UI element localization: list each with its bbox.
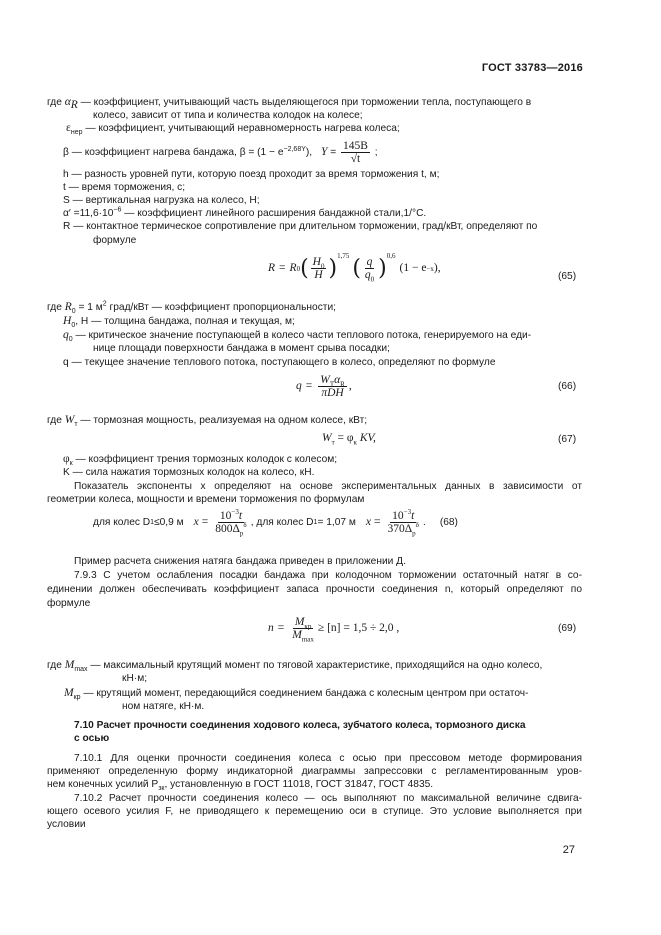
- definition-k: K — сила нажатия тормозных колодок на колесо, кН.: [63, 467, 315, 478]
- definition-h: h — разность уровней пути, которую поезд проходит за время торможения t, м;: [63, 169, 440, 180]
- eq65-lhs: R: [268, 262, 276, 274]
- eq67-lhs: W: [322, 432, 332, 444]
- eq66-alpha-sub: R: [340, 380, 345, 389]
- eq68-num2-t: t: [411, 510, 415, 522]
- wt-text: — тормозная мощность, реализуемая на одном колесе, кВт;: [77, 415, 368, 426]
- alpha-text: — коэффициент, учитывающий часть выделяющегося при торможении тепла, поступающего в: [77, 97, 532, 108]
- eq65-tail-end: ),: [433, 262, 441, 274]
- beta-fraction: [341, 140, 370, 165]
- definition-r0: [47, 301, 336, 314]
- definition-alpha-r-cont: колесо, зависит от типа и количества колодок на колесе;: [93, 110, 363, 121]
- mkr-symbol: M: [64, 687, 74, 699]
- definition-mmax-cont: кН·м;: [122, 673, 148, 684]
- eq68-fraction1: [213, 508, 248, 538]
- definition-q: q — текущее значение теплового потока, поступающего в колесо, определяют по формуле: [63, 357, 496, 368]
- eq67-rhs-sub: к: [353, 438, 357, 447]
- eq68-part1: для колес D: [93, 517, 151, 528]
- r0-symbol: R: [64, 301, 72, 313]
- paragraph-exponent-cont: геометрии колеса, мощности и времени торможения по формулам: [47, 494, 365, 505]
- definition-mkr: [64, 687, 529, 700]
- eq65-r0: R: [289, 262, 297, 274]
- definition-h0: [63, 315, 295, 328]
- eq67-lhs-sub: т: [331, 438, 335, 447]
- h0-symbol: H: [63, 315, 72, 327]
- equation-66-number: (66): [558, 381, 577, 392]
- equation-65-number: (65): [558, 271, 577, 282]
- paragraph-7101-line3: [47, 778, 433, 791]
- paragraph-exponent: Показатель экспоненты x определяют на основе экспериментальных данных в зависимости от: [74, 481, 582, 492]
- mmax-symbol: M: [64, 659, 75, 671]
- h0-sub: 0: [71, 322, 76, 330]
- alpha-prime-tail: — коэффициент линейного расширения бандажной стали,1/°С.: [121, 208, 427, 219]
- where-label: где: [47, 660, 62, 671]
- equation-68-number: (68): [439, 517, 458, 528]
- eq68-num1-t: t: [238, 510, 243, 522]
- mmax-sub: max: [74, 666, 88, 674]
- equation-69: [268, 616, 400, 644]
- beta-fraction-den: √t: [350, 153, 361, 165]
- definition-r-cont: формуле: [93, 235, 137, 246]
- eq68-x2: x: [365, 516, 371, 528]
- eq68-den2-sup: δ: [415, 521, 419, 530]
- eq68-x1: x: [193, 516, 199, 528]
- eq66-tail: ,: [348, 380, 352, 392]
- eq69-num-sub: кр: [304, 622, 312, 631]
- eq66-den: πDH: [321, 387, 344, 399]
- equation-67: [322, 432, 376, 445]
- eq68-num2-sup: −3: [403, 508, 412, 517]
- mmax-text: — максимальный крутящий момент по тяговой характеристике, приходящийся на одно колесо,: [87, 660, 543, 671]
- paragraph-7102-line3: условии: [47, 819, 86, 830]
- beta-text: β — коэффициент нагрева бандажа, β = (1 − e: [63, 147, 284, 159]
- section-title-7-10: 7.10 Расчет прочности соединения ходового колеса, зубчатого колеса, тормозного диска: [74, 720, 526, 731]
- eq65-h0-sub: 0: [320, 262, 325, 271]
- eq68-num2: 10: [392, 510, 404, 522]
- eq68-part1-tail: ≤0,9 м: [154, 517, 184, 528]
- eq68-mid: , для колес D: [250, 517, 314, 528]
- eq66-fraction: [318, 374, 347, 399]
- paragraph-793-line3: формуле: [47, 598, 91, 609]
- definition-epsilon: [66, 122, 400, 135]
- eq65-q: q: [366, 256, 373, 268]
- eq68-num1-sup: −3: [231, 508, 239, 517]
- eq68-num1: 10: [219, 510, 232, 522]
- eq66-w: W: [320, 374, 330, 386]
- equation-67-number: (67): [558, 434, 577, 445]
- eq69-num: M: [294, 616, 305, 628]
- beta-exponent: −2,68Y: [283, 145, 306, 153]
- eq65-paren-close: ): [328, 256, 338, 281]
- eq69-den-sub: max: [301, 635, 314, 644]
- eq65-fraction-h: [311, 256, 327, 281]
- eq68-den2-sub: р: [412, 529, 416, 538]
- eq65-equals: =: [279, 262, 286, 274]
- eq65-q0-sub: 0: [370, 275, 375, 284]
- phi-sub: к: [69, 460, 73, 468]
- epsilon-subscript: нер: [70, 129, 83, 137]
- eq69-lhs: n: [268, 622, 274, 634]
- eq65-tail: (1 − e: [399, 262, 427, 274]
- paragraph-7101-line1: 7.10.1 Для оценки прочности соединения колеса с осью при прессовом методе формирования: [74, 753, 582, 764]
- eq68-end: .: [422, 517, 426, 528]
- eq68-eq2: =: [374, 516, 381, 528]
- beta-end: ;: [374, 147, 378, 159]
- epsilon-symbol: ε: [66, 122, 71, 134]
- beta-tail: ),: [305, 147, 313, 159]
- eq69-tail: ≥ [n] = 1,5 ÷ 2,0 ,: [317, 622, 400, 634]
- definition-r: R — контактное термическое сопротивление при длительном торможении, град/кВт, определяют по: [63, 221, 538, 232]
- definition-s: S — вертикальная нагрузка на колесо, Н;: [63, 195, 260, 206]
- eq68-den1: 800Δ: [215, 523, 240, 535]
- eq66-equals: =: [305, 380, 313, 392]
- paragraph-7102-line2: ющего осевого усилия F, не приводящего к перемещению оси в ступице. Это условие выполняется при: [47, 806, 582, 817]
- definition-q0: [63, 329, 531, 342]
- alpha-subscript: R: [70, 99, 78, 112]
- eq69-fraction: [290, 616, 316, 644]
- wt-sub: т: [74, 421, 78, 429]
- eq66-w-sub: T: [329, 380, 335, 389]
- p7101-text-b: , установленную в ГОСТ 11018, ГОСТ 31847, ГОСТ 4835.: [164, 779, 434, 790]
- equation-65: R = R 0 ( $\frac{H_0}{H}$ ) 1,75 ( $\frac{q}{q_0}$ ) 0,6 (1 − e −x ),: [268, 252, 441, 284]
- wt-symbol: W: [64, 414, 75, 426]
- alpha-symbol: α: [64, 96, 71, 108]
- equation-66: [296, 374, 352, 399]
- eq66-lhs: q: [296, 380, 302, 392]
- phi-text: — коэффициент трения тормозных колодок с колесом;: [72, 454, 338, 465]
- eq65-paren2-open: (: [352, 256, 361, 281]
- beta-y-symbol: Y: [320, 146, 328, 159]
- mkr-text: — крутящий момент, передающийся соединением бандажа с колесным центром при остаточ-: [80, 688, 529, 699]
- p7101-sub: зк: [158, 785, 165, 793]
- r0-sub: 0: [71, 308, 76, 316]
- paragraph-793-line1: 7.9.3 С учетом ослабления посадки бандажа при колодочном торможении остаточный натяг в со-: [74, 570, 582, 581]
- q0-sub: 0: [68, 336, 73, 344]
- where-label: где: [47, 415, 62, 426]
- eq68-den1-sup: δ: [243, 521, 247, 530]
- mkr-sub: кр: [73, 694, 81, 702]
- eq68-eq1: =: [201, 516, 209, 528]
- eq65-paren-open: (: [300, 256, 309, 281]
- section-title-7-10-cont: с осью: [74, 733, 110, 744]
- eq65-fraction-q: [363, 256, 376, 284]
- eq68-den1-sub: р: [239, 529, 244, 538]
- eq66-alpha: α: [334, 374, 341, 386]
- equation-68: для колес D 1 ≤0,9 м x = $\frac{10^{-3}t}{800\Delta_р^\delta}$ , для колес D 1 = 1,07 м x = $\frac{10^{-3}t}{370\Delta_р^\delta}$ . (68): [93, 508, 458, 538]
- eq65-h0: H: [312, 256, 321, 268]
- r0-tail: град/кВт — коэффициент пропорциональности;: [106, 302, 336, 313]
- equation-69-number: (69): [558, 623, 577, 634]
- definition-mkr-cont: ном натяге, кН·м.: [122, 701, 205, 712]
- eq65-q0: q: [364, 269, 371, 281]
- definition-t: t — время торможения, с;: [63, 182, 186, 193]
- eq67-rhs: = φ: [334, 432, 354, 444]
- where-label: где: [47, 302, 62, 313]
- eq68-den2: 370Δ: [387, 523, 413, 535]
- definition-alpha-prime: [63, 207, 426, 220]
- alpha-prime-text: α′ =11,6·10: [63, 208, 114, 219]
- r0-sup: 2: [102, 300, 107, 308]
- paragraph-793-line2: единении должен обеспечивать коэффициент запаса прочности соединения n, который определяют по: [47, 584, 582, 595]
- eq65-paren2-close: ): [378, 256, 387, 281]
- p7101-text-a: нем конечных усилий P: [47, 779, 159, 790]
- alpha-prime-exp: −6: [113, 206, 122, 214]
- phi-symbol: φ: [63, 453, 70, 465]
- definition-phi: [63, 453, 337, 466]
- eq69-equals: =: [277, 622, 285, 634]
- epsilon-text: — коэффициент, учитывающий неравномерность нагрева колеса;: [85, 123, 400, 134]
- paragraph-7102-line1: 7.10.2 Расчет прочности соединения колесо — ось выполняют по максимальной величине сдвига-: [74, 793, 582, 804]
- r0-text: = 1 м: [75, 302, 103, 313]
- eq69-den: M: [292, 629, 302, 641]
- beta-fraction-num: 145B: [343, 140, 368, 152]
- eq65-h: H: [314, 269, 323, 281]
- paragraph-7101-line2: применяют определенную форму индикаторной диаграммы запрессовки с регламентированным уров-: [47, 766, 582, 777]
- q0-text: — критическое значение поступающей в колесо части теплового потока, генерируемого на еди-: [72, 330, 532, 341]
- definition-q0-cont: нице площади поверхности бандажа в момент срыва посадки;: [93, 343, 390, 354]
- page-number: 27: [562, 844, 575, 856]
- eq68-fraction2: [386, 508, 421, 538]
- definition-mmax: [47, 659, 542, 672]
- definition-alpha-r: [47, 96, 532, 112]
- eq68-mid-tail: = 1,07 м: [317, 517, 356, 528]
- h0-text: , H — толщина бандажа, полная и текущая, м;: [75, 316, 295, 327]
- where-label: где: [47, 97, 62, 108]
- example-note: Пример расчета снижения натяга бандажа приведен в приложении Д.: [74, 556, 406, 567]
- q0-symbol: q: [63, 329, 69, 341]
- definition-beta: β — коэффициент нагрева бандажа, $\beta = (1 - e^{-2,68Y})$, Y = $\frac{145B}{√t}$ ;: [63, 140, 378, 165]
- document-header-id: ГОСТ 33783—2016: [481, 62, 583, 74]
- definition-wt: [47, 414, 367, 427]
- eq67-rhs-tail: KV,: [356, 432, 376, 444]
